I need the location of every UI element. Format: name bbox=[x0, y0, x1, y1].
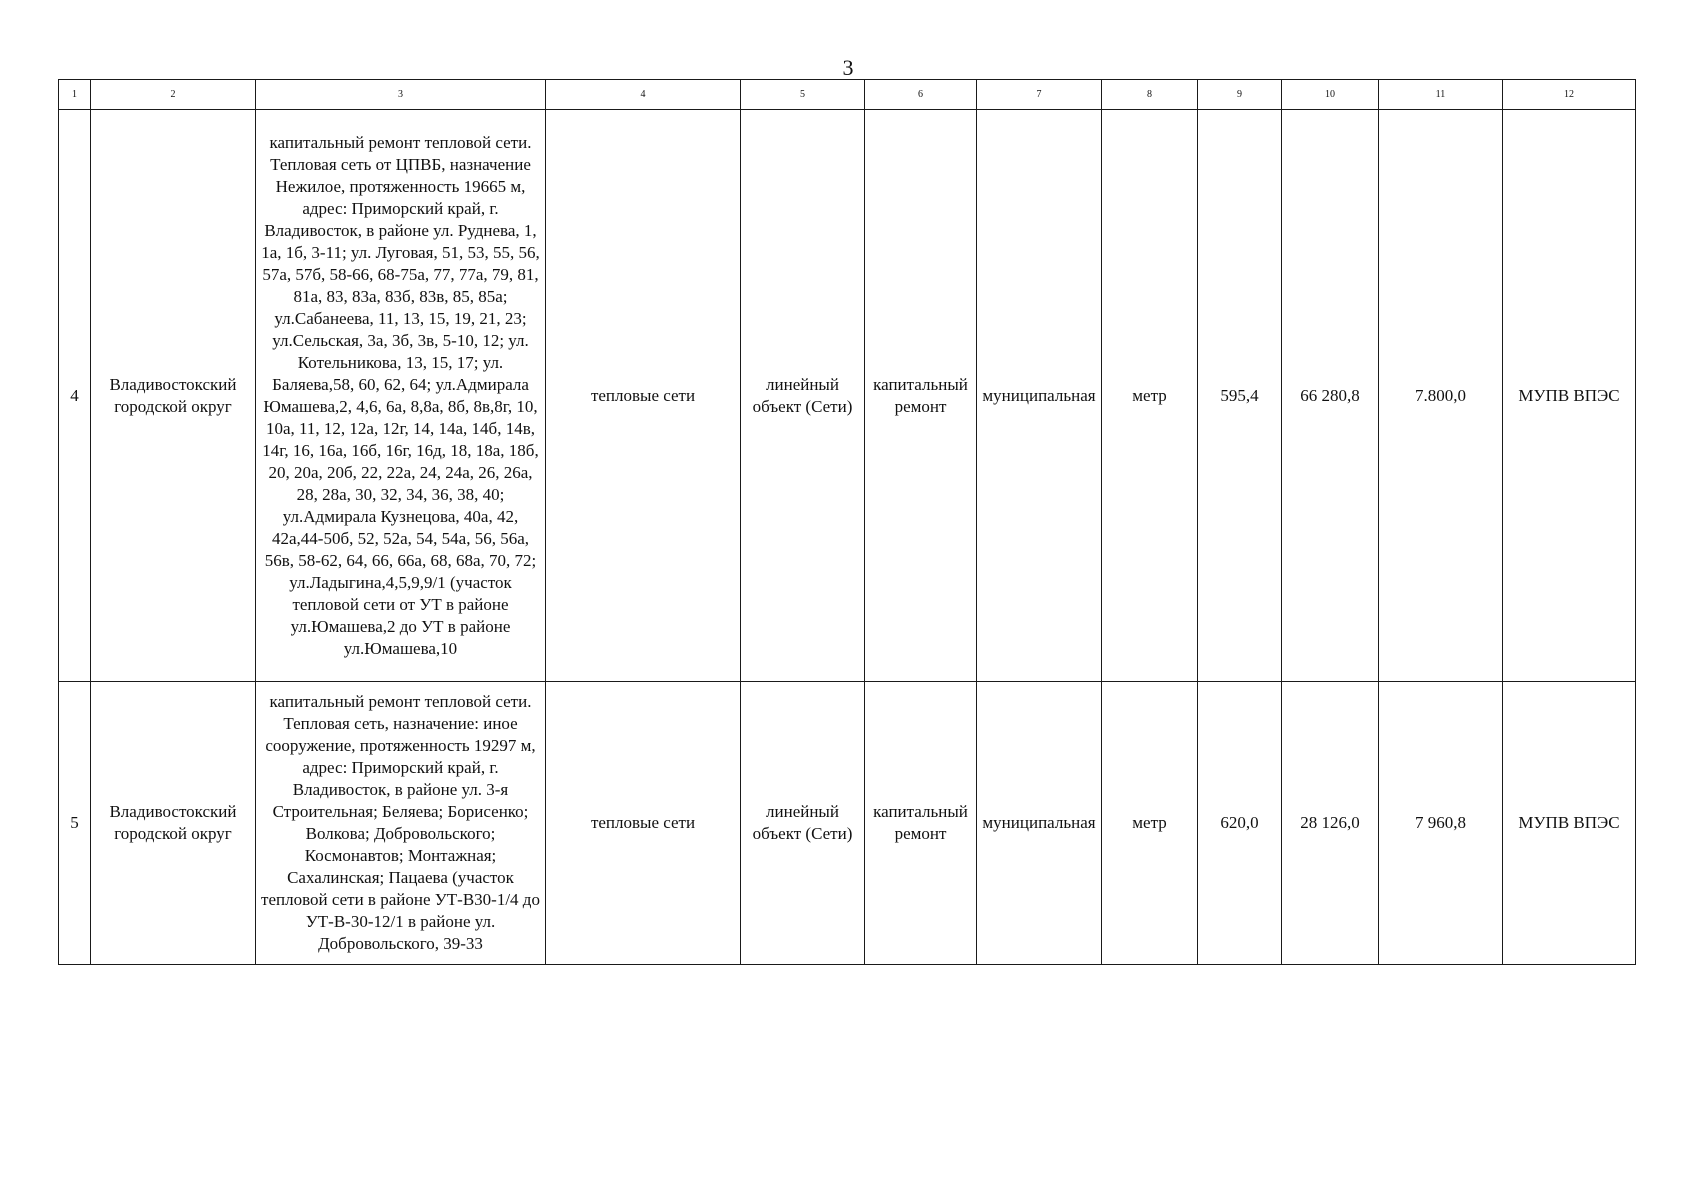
column-number: 11 bbox=[1379, 80, 1503, 110]
municipality-cell: Владивостокский городской округ bbox=[91, 682, 256, 965]
network-type-cell: тепловые сети bbox=[546, 682, 741, 965]
unit-cell: метр bbox=[1102, 110, 1198, 682]
work-type-cell: капитальный ремонт bbox=[865, 110, 977, 682]
column-number: 2 bbox=[91, 80, 256, 110]
amount-cell: 7 960,8 bbox=[1379, 682, 1503, 965]
column-number: 4 bbox=[546, 80, 741, 110]
quantity-cell: 595,4 bbox=[1198, 110, 1282, 682]
municipality-cell: Владивостокский городской округ bbox=[91, 110, 256, 682]
page-number: 3 bbox=[842, 55, 854, 80]
register-table bbox=[58, 79, 1636, 965]
column-number-row bbox=[59, 80, 1636, 110]
column-number: 12 bbox=[1503, 80, 1636, 110]
description-cell: капитальный ремонт тепловой сети. Тепловая сеть от ЦПВБ, назначение Нежилое, протяженность 19665 м, адрес: Приморский край, г. Владивосток, в районе ул. Руднева, 1, 1а, 1б, 3-11; ул. Луговая, 51, 53, 55, 56, 57а, 57б, 58-66, 68-75а, 77, 77а, 79, 81, 81а, 83, 83а, 83б, 83в, 85, 85а; ул.Сабанеева, 11, 13, 15, 19, 21, 23; ул.Сельская, 3а, 3б, 3в, 5-10, 12; ул. Котельникова, 13, 15, 17; ул. Баляева,58, 60, 62, 64; ул.Адмирала Юмашева,2, 4,6, 6а, 8,8а, 8б, 8в,8г, 10, 10а, 11, 12, 12а, 12г, 14, 14а, 14б, 14в, 14г, 16, 16а, 16б, 16г, 16д, 18, 18а, 18б, 20, 20а, 20б, 22, 22а, 24, 24а, 26, 26а, 28, 28а, 30, 32, 34, 36, 38, 40; ул.Адмирала Кузнецова, 40а, 42, 42а,44-50б, 52, 52а, 54, 54а, 56, 56а, 56в, 58-62, 64, 66, 66а, 68, 68а, 70, 72; ул.Ладыгина,4,5,9,9/1 (участок тепловой сети от УТ в районе ул.Юмашева,2 до УТ в районе ул.Юмашева,10 bbox=[256, 110, 546, 682]
column-number: 10 bbox=[1282, 80, 1379, 110]
object-type-cell: линейный объект (Сети) bbox=[741, 110, 865, 682]
column-number: 3 bbox=[256, 80, 546, 110]
organization-cell: МУПВ ВПЭС bbox=[1503, 682, 1636, 965]
column-number: 9 bbox=[1198, 80, 1282, 110]
ownership-cell: муниципальная bbox=[977, 110, 1102, 682]
column-number: 1 bbox=[59, 80, 91, 110]
column-number: 7 bbox=[977, 80, 1102, 110]
network-type-cell: тепловые сети bbox=[546, 110, 741, 682]
description-cell: капитальный ремонт тепловой сети. Тепловая сеть, назначение: иное сооружение, протяженность 19297 м, адрес: Приморский край, г. Владивосток, в районе ул. 3-я Строительная; Беляева; Борисенко; Волкова; Добровольского; Космонавтов; Монтажная; Сахалинская; Пацаева (участок тепловой сети в районе УТ-В30-1/4 до УТ-В-30-12/1 в районе ул. Добровольского, 39-33 bbox=[256, 682, 546, 965]
row-number: 5 bbox=[59, 682, 91, 965]
amount-cell: 7.800,0 bbox=[1379, 110, 1503, 682]
column-number: 8 bbox=[1102, 80, 1198, 110]
work-type-cell: капитальный ремонт bbox=[865, 682, 977, 965]
row-number: 4 bbox=[59, 110, 91, 682]
column-number: 6 bbox=[865, 80, 977, 110]
table-row bbox=[59, 110, 1636, 682]
cost-cell: 66 280,8 bbox=[1282, 110, 1379, 682]
quantity-cell: 620,0 bbox=[1198, 682, 1282, 965]
object-type-cell: линейный объект (Сети) bbox=[741, 682, 865, 965]
ownership-cell: муниципальная bbox=[977, 682, 1102, 965]
organization-cell: МУПВ ВПЭС bbox=[1503, 110, 1636, 682]
column-number: 5 bbox=[741, 80, 865, 110]
unit-cell: метр bbox=[1102, 682, 1198, 965]
cost-cell: 28 126,0 bbox=[1282, 682, 1379, 965]
table-row bbox=[59, 682, 1636, 965]
